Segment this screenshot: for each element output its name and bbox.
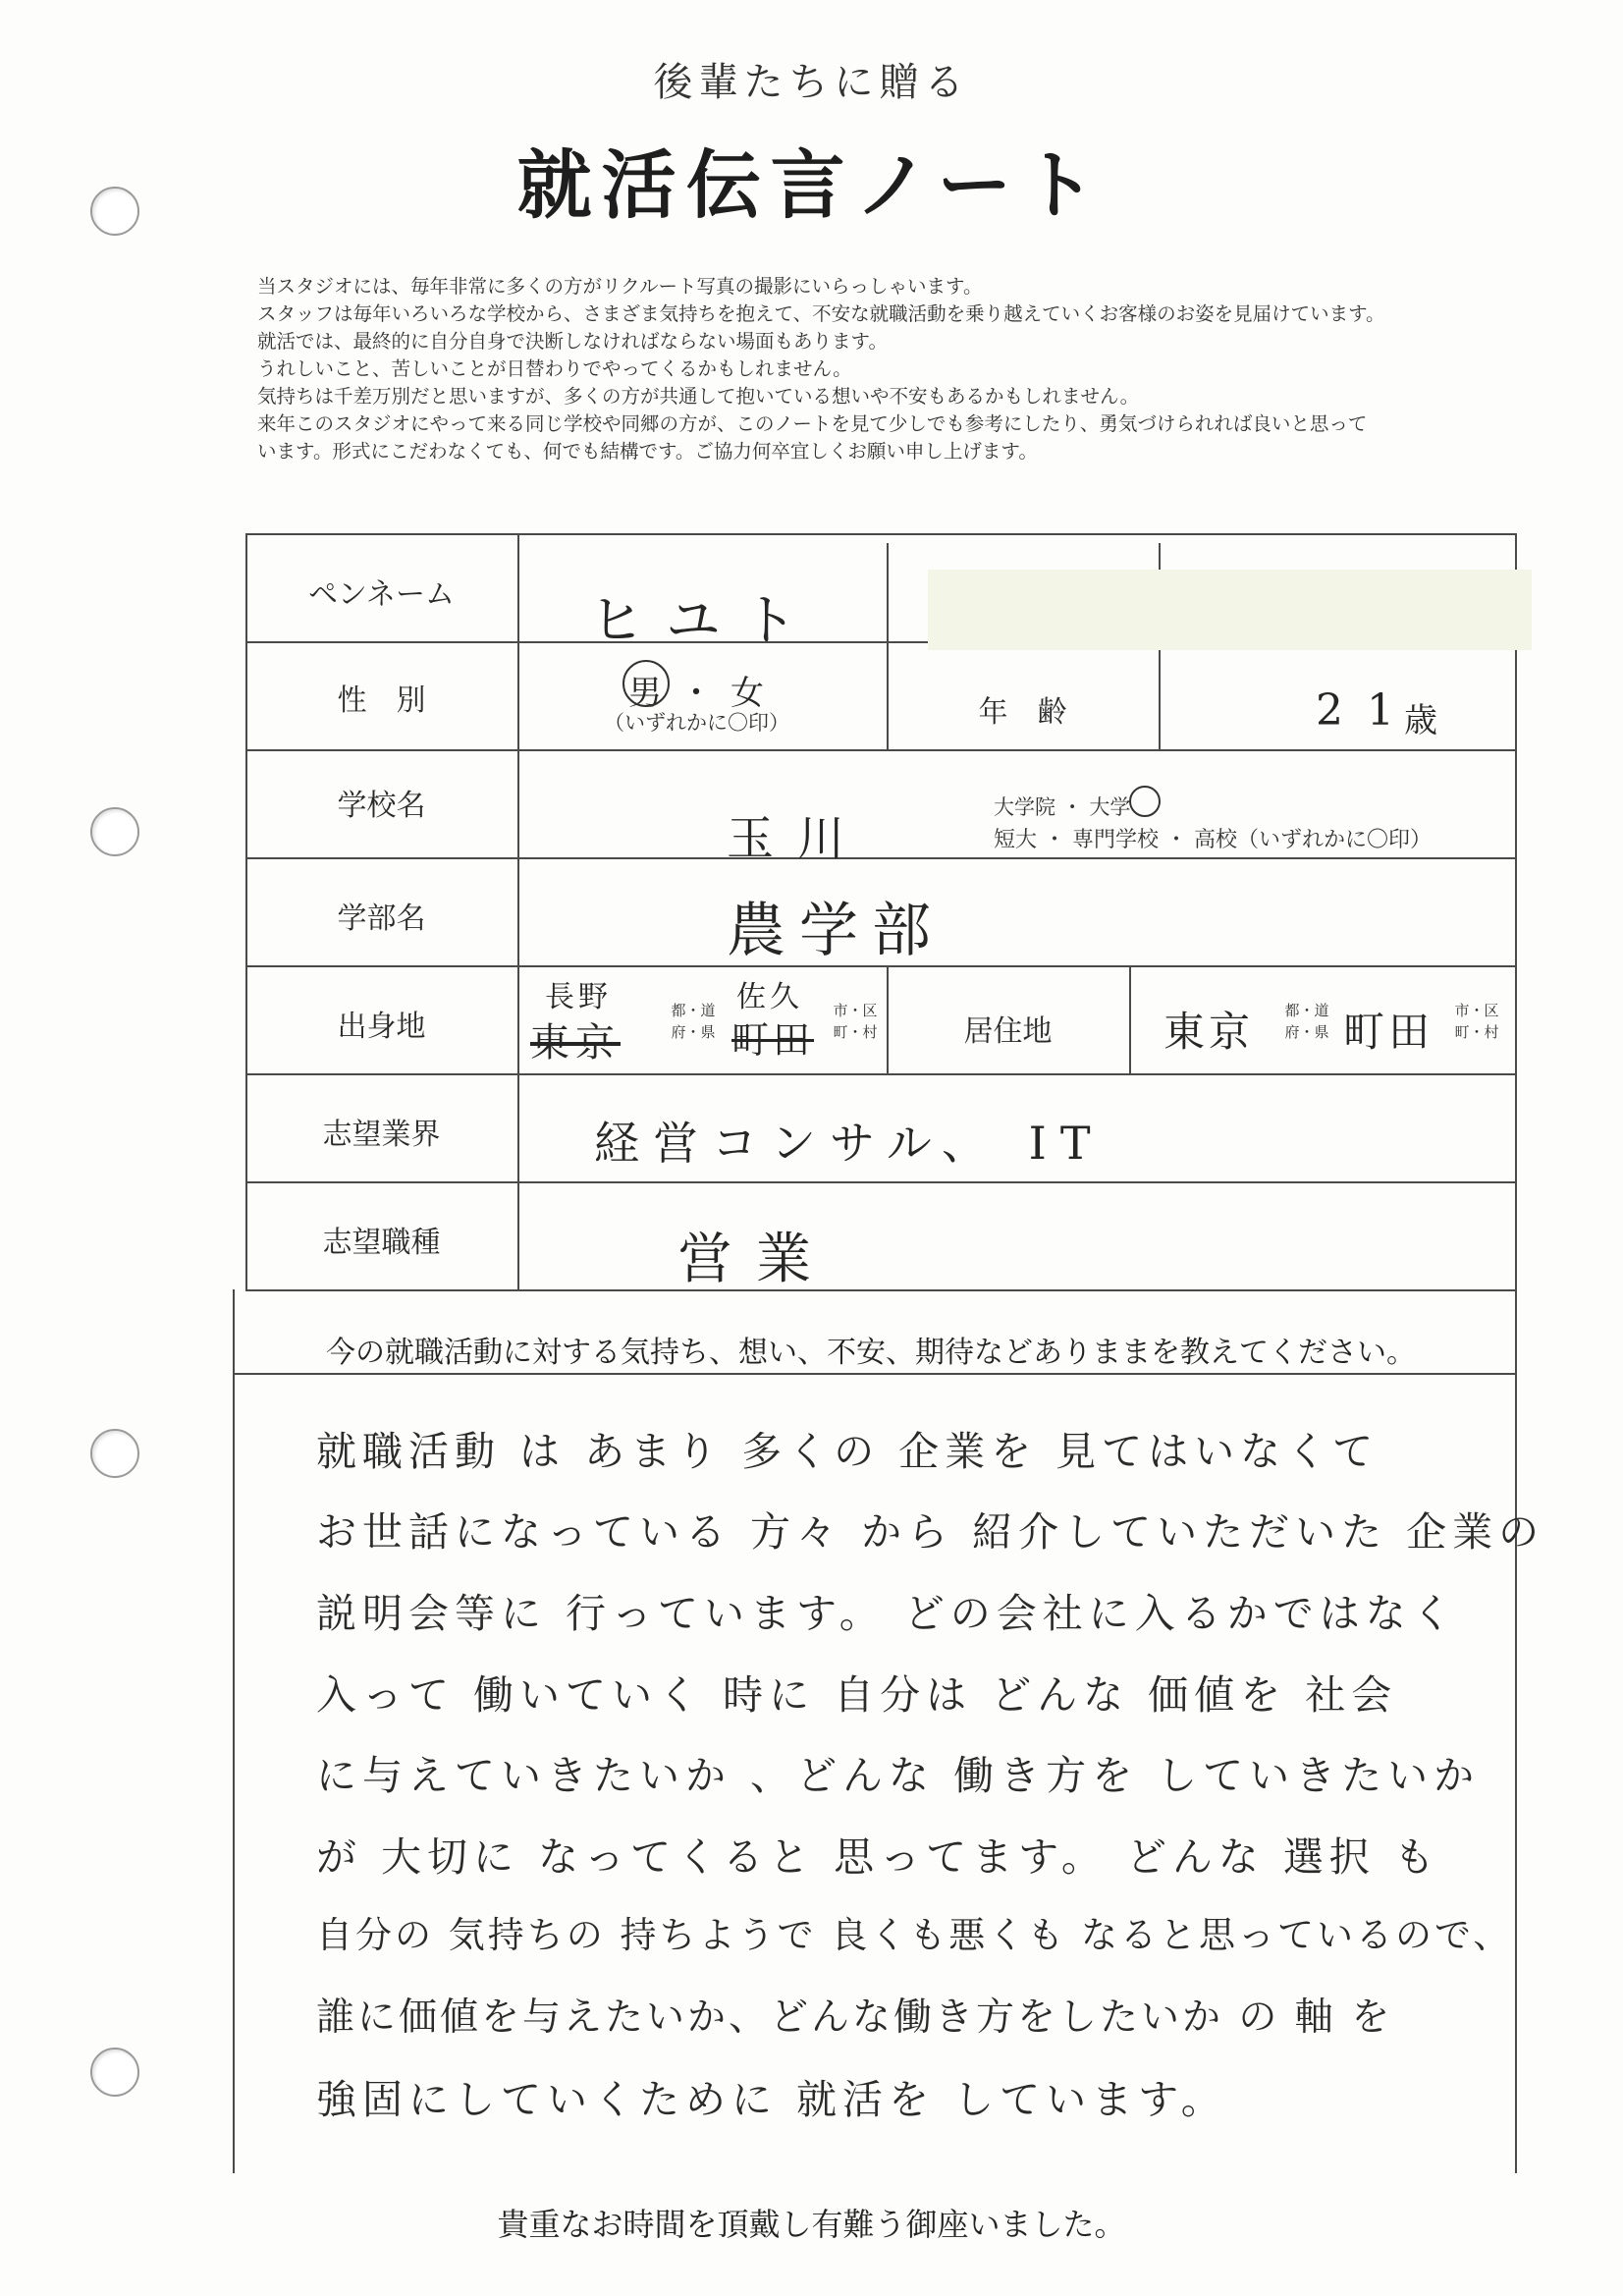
age-unit: 歳 [1404,702,1447,739]
answer-line: 強固にしていくために 就活を しています。 [316,2076,1227,2123]
pen-name-label: ペンネーム [307,578,456,611]
hometown-label: 出身地 [337,1011,426,1043]
answer-line: 就職活動 は あまり 多くの 企業を 見てはいなくて [316,1428,1380,1475]
binder-hole-4 [90,2048,139,2097]
intro-text [257,273,1593,465]
answer-line: が 大切に なってくると 思ってます。 どんな 選択 も [316,1833,1440,1881]
hometown-pref: 長野 [545,980,612,1014]
intro-line: うれしいこと、苦しいことが日替わりでやってくるかもしれません。 [257,357,852,380]
answer-line: 自分の 気持ちの 持ちようで 良くも悪くも なると思っているので、 [316,1914,1513,1956]
answer-line: に与えていきたいか 、どんな 働き方を していきたいか [316,1752,1481,1799]
job-label: 志望職種 [322,1227,441,1259]
pen-name-value: ヒユト [589,589,819,653]
answer-line: お世話になっている 方々 から 紹介していただいた 企業の [316,1508,1545,1556]
page-subtitle: 後輩たちに贈る [653,60,970,105]
hometown-city-crossed: 町田 [731,1018,815,1062]
binder-hole-2 [90,807,139,856]
intro-line: 就活では、最終的に自分自身で決断しなければならない場面もあります。 [257,330,888,353]
hometown-city-suffix: 市・区 町・村 [833,1002,878,1041]
residence-city-suffix: 市・区 町・村 [1454,1002,1499,1041]
school-value: 玉川 [727,811,869,866]
job-value: 営業 [677,1228,835,1291]
school-types-line1: 大学院 ・ 大学 [994,795,1131,819]
faculty-label: 学部名 [337,902,426,935]
answer-line: 入って 働いていく 時に 自分は どんな 価値を 社会 [316,1671,1398,1719]
intro-line: います。形式にこだわなくても、何でも結構です。ご協力何卒宜しくお願い申し上げます。 [257,440,1038,463]
hometown-pref-crossed: 東京 [530,1020,621,1066]
school-types-line2: 短大 ・ 専門学校 ・ 高校（いずれかに〇印） [994,828,1432,852]
gender-label: 性 別 [337,684,426,717]
industry-value: 経営コンサル、 IT [594,1117,1105,1170]
faculty-value: 農学部 [727,897,945,965]
gender-note: （いずれかに〇印） [604,711,789,735]
free-text-prompt: 今の就職活動に対する気持ち、想い、不安、期待などありままを教えてください。 [326,1337,1416,1369]
hometown-city: 佐久 [736,980,803,1014]
age-value: 21 [1316,685,1418,736]
industry-label: 志望業界 [322,1119,441,1151]
age-label: 年 齢 [978,696,1067,729]
intro-line: 来年このスタジオにやって来る同じ学校や同郷の方が、このノートを見て少しでも参考にしたり、勇気づけられれば良いと思って [257,412,1368,435]
residence-label: 居住地 [963,1015,1053,1048]
gender-options: 男・女 [628,674,782,713]
closing-message: 貴重なお時間を頂戴し有難う御座いました。 [497,2207,1126,2242]
answer-line: 誰に価値を与えたいか、どんな働き方をしたいか の 軸 を [316,1995,1393,2040]
school-selected-circle [1129,786,1161,817]
page-title: 就活伝言ノート [516,141,1107,229]
gender-selected-circle [622,660,670,707]
hometown-pref-suffix: 都・道 府・県 [671,1002,716,1041]
redacted-area [928,570,1532,650]
school-label: 学校名 [337,790,426,822]
residence-pref: 東京 [1163,1008,1255,1056]
binder-hole-3 [90,1429,139,1478]
intro-line: 当スタジオには、毎年非常に多くの方がリクルート写真の撮影にいらっしゃいます。 [257,275,983,298]
answer-line: 説明会等に 行っています。 どの会社に入るかではなく [316,1590,1458,1637]
intro-line: 気持ちは千差万別だと思いますが、多くの方が共通して抱いている想いや不安もあるかもしれません。 [257,385,1140,408]
residence-city: 町田 [1343,1008,1434,1056]
residence-pref-suffix: 都・道 府・県 [1284,1002,1329,1041]
intro-line: スタッフは毎年いろいろな学校から、さまざま気持ちを抱えて、不安な就職活動を乗り越えていくお客様のお姿を見届けています。 [257,302,1385,325]
